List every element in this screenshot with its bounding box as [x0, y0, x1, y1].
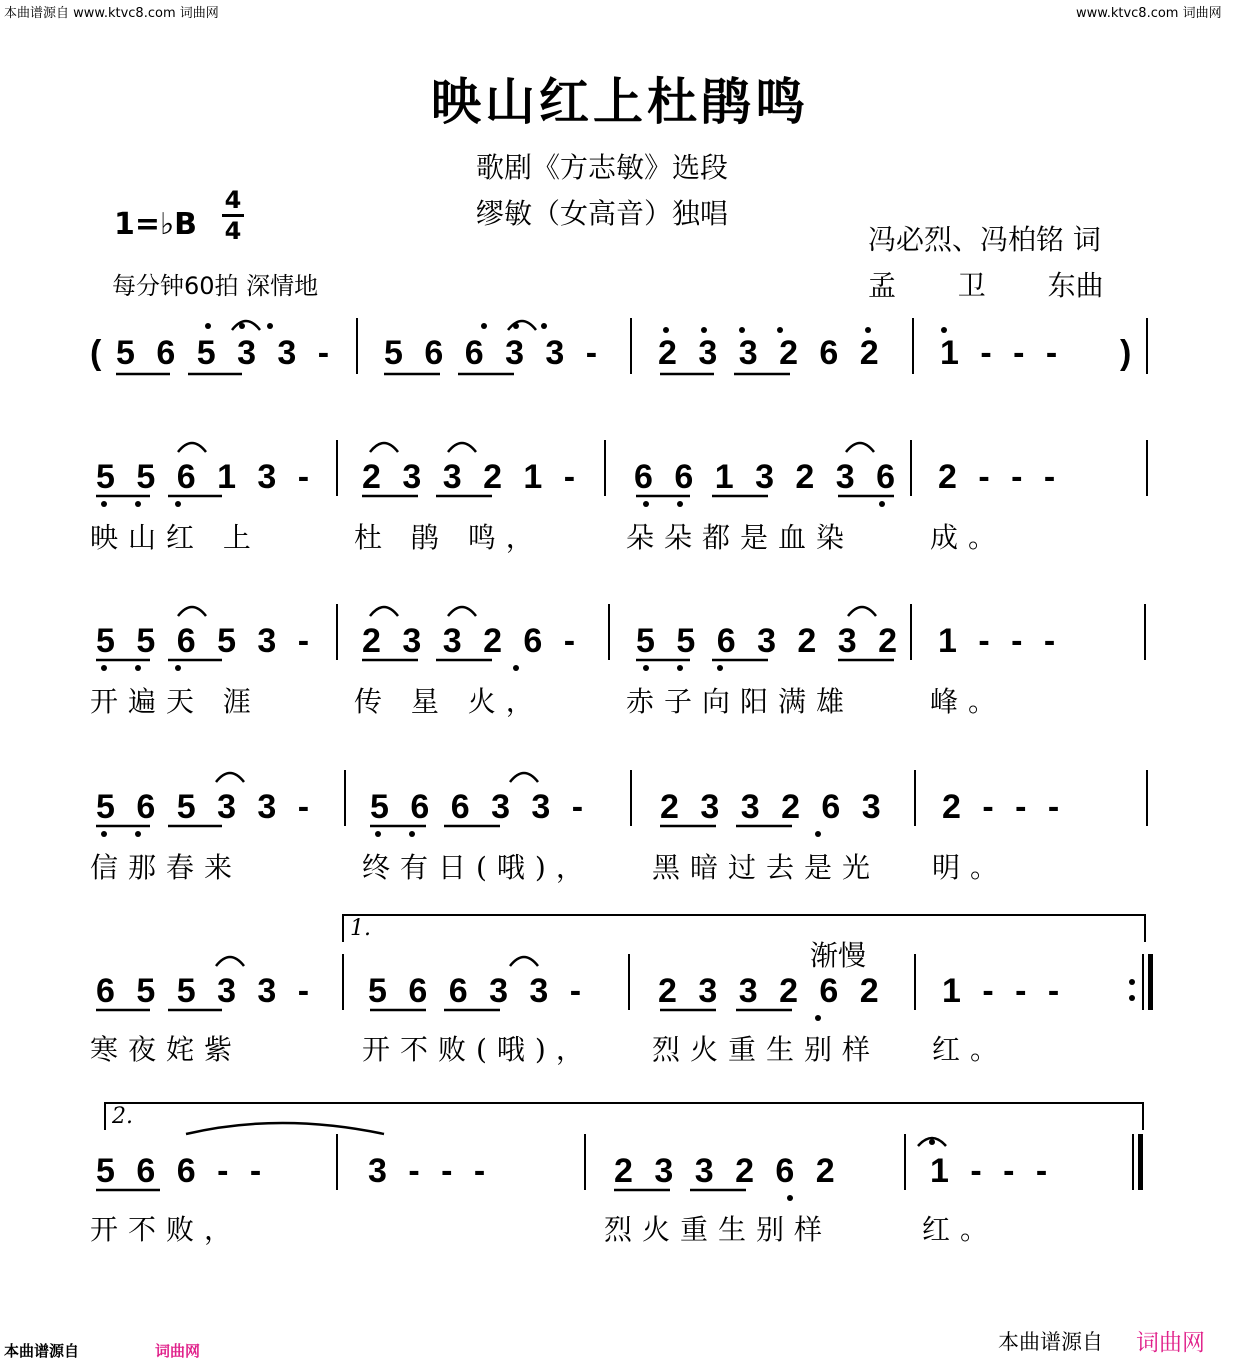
line5-measure-4: 1 - - - [930, 1152, 1054, 1190]
intro-measure-4: 1 - - - [940, 334, 1064, 372]
line1-measure-4: 2 - - - [938, 458, 1062, 496]
watermark-top-right: www.ktvc8.com 词曲网 [1076, 6, 1222, 21]
line1-measure-3: 6 6 1 3 2 3 6 [634, 458, 902, 496]
line5-lyric-1: 开不败， [90, 1213, 243, 1246]
line4-lyric-3: 烈火重生别样 [652, 1033, 881, 1066]
tie-arc [846, 443, 874, 452]
line3-lyric-3: 黑暗过去是光 [652, 851, 881, 884]
line3-measure-1: 5 6 5 3 3 - [96, 788, 316, 826]
line4-lyric-1: 寒夜姹紫 [90, 1033, 243, 1066]
line1-measure-1: 5 5 6 1 3 - [96, 458, 316, 496]
song-title: 映山红上杜鹃鸣 [431, 72, 809, 131]
line3-measure-4: 2 - - - [942, 788, 1066, 826]
intro-measure-2: 5 6 6 3 3 - [384, 334, 604, 372]
tie-arc [186, 1123, 384, 1134]
watermark-bottom-left: 本曲谱源自 [4, 1342, 80, 1360]
line4-lyric-4: 红。 [932, 1033, 1009, 1066]
tie-arc [232, 321, 260, 330]
ritardando-mark: 渐慢 [810, 939, 867, 972]
time-bottom: 4 [224, 217, 242, 245]
tie-arc [370, 607, 398, 616]
line5-lyric-3: 烈火重生别样 [604, 1213, 833, 1246]
tie-arc [448, 443, 476, 452]
line5-measure-1: 5 6 6 - - [96, 1152, 268, 1190]
time-top: 4 [224, 186, 242, 214]
tie-arc [510, 957, 538, 966]
line5-lyric-4: 红。 [922, 1213, 999, 1246]
line4-measure-2: 5 6 6 3 3 - [368, 972, 588, 1010]
line3-lyric-1: 信那春来 [90, 851, 243, 884]
line1-lyric-3: 朵朵都是血染 [626, 521, 855, 554]
watermark-bottom-left-brand: 词曲网 [155, 1342, 201, 1360]
line3-measure-2: 5 6 6 3 3 - [370, 788, 590, 826]
tie-arc [848, 607, 876, 616]
line1-measure-2: 2 3 3 2 1 - [362, 458, 582, 496]
tie-arc [216, 773, 244, 782]
line5-measure-2: 3 - - - [368, 1152, 492, 1190]
line3-lyric-4: 明。 [932, 851, 1009, 884]
line2-lyric-1: 开遍天 涯 [90, 685, 261, 718]
line4-lyric-2: 开不败(哦)， [362, 1033, 594, 1066]
intro-paren-open: ( [90, 334, 108, 372]
tie-arc [370, 443, 398, 452]
line2-measure-3: 5 5 6 3 2 3 2 [636, 622, 904, 660]
line3-measure-3: 2 3 3 2 6 3 [660, 788, 887, 826]
tie-arc [178, 607, 206, 616]
line5-measure-3: 2 3 3 2 6 2 [614, 1152, 841, 1190]
line3-lyric-2: 终有日(哦)， [362, 851, 594, 884]
tie-arc [448, 607, 476, 616]
tempo-marking: 每分钟60拍 深情地 [112, 272, 319, 300]
volta-number-2: 2. [112, 1104, 133, 1129]
line4-measure-4: 1 - - - [942, 972, 1066, 1010]
tie-arc [178, 443, 206, 452]
volta-number-1: 1. [350, 916, 371, 941]
song-performer: 缪敏（女高音）独唱 [476, 197, 729, 230]
line1-lyric-1: 映山红 上 [90, 521, 261, 554]
intro-measure-3: 2 3 3 2 6 2 [658, 334, 885, 372]
tie-arc [216, 957, 244, 966]
line4-measure-1: 6 5 5 3 3 - [96, 972, 316, 1010]
key-signature: 1=♭B [114, 207, 198, 242]
line1-lyric-2: 杜 鹃 鸣， [354, 521, 544, 554]
line2-measure-1: 5 5 6 5 3 - [96, 622, 316, 660]
line2-lyric-2: 传 星 火， [354, 685, 544, 718]
intro-measure-1: 5 6 5 3 3 - [116, 334, 336, 372]
tie-arc [510, 773, 538, 782]
lyricist: 冯必烈、冯柏铭 词 [868, 223, 1101, 256]
watermark-bottom-right-brand: 词曲网 [1136, 1330, 1205, 1356]
line2-measure-2: 2 3 3 2 6 - [362, 622, 582, 660]
song-subtitle: 歌剧《方志敏》选段 [476, 151, 729, 184]
line1-lyric-4: 成。 [930, 521, 1007, 554]
watermark-top-left: 本曲谱源自 www.ktvc8.com 词曲网 [4, 6, 219, 21]
line2-lyric-3: 赤子向阳满雄 [626, 685, 855, 718]
line4-measure-3: 2 3 3 2 6 2 [658, 972, 885, 1010]
watermark-bottom-right: 本曲谱源自 [998, 1330, 1103, 1354]
tie-arc [508, 321, 536, 330]
line2-measure-4: 1 - - - [938, 622, 1062, 660]
line2-lyric-4: 峰。 [930, 685, 1007, 718]
composer: 孟 卫 东曲 [868, 269, 1104, 302]
intro-paren-close: ) [1120, 334, 1138, 372]
